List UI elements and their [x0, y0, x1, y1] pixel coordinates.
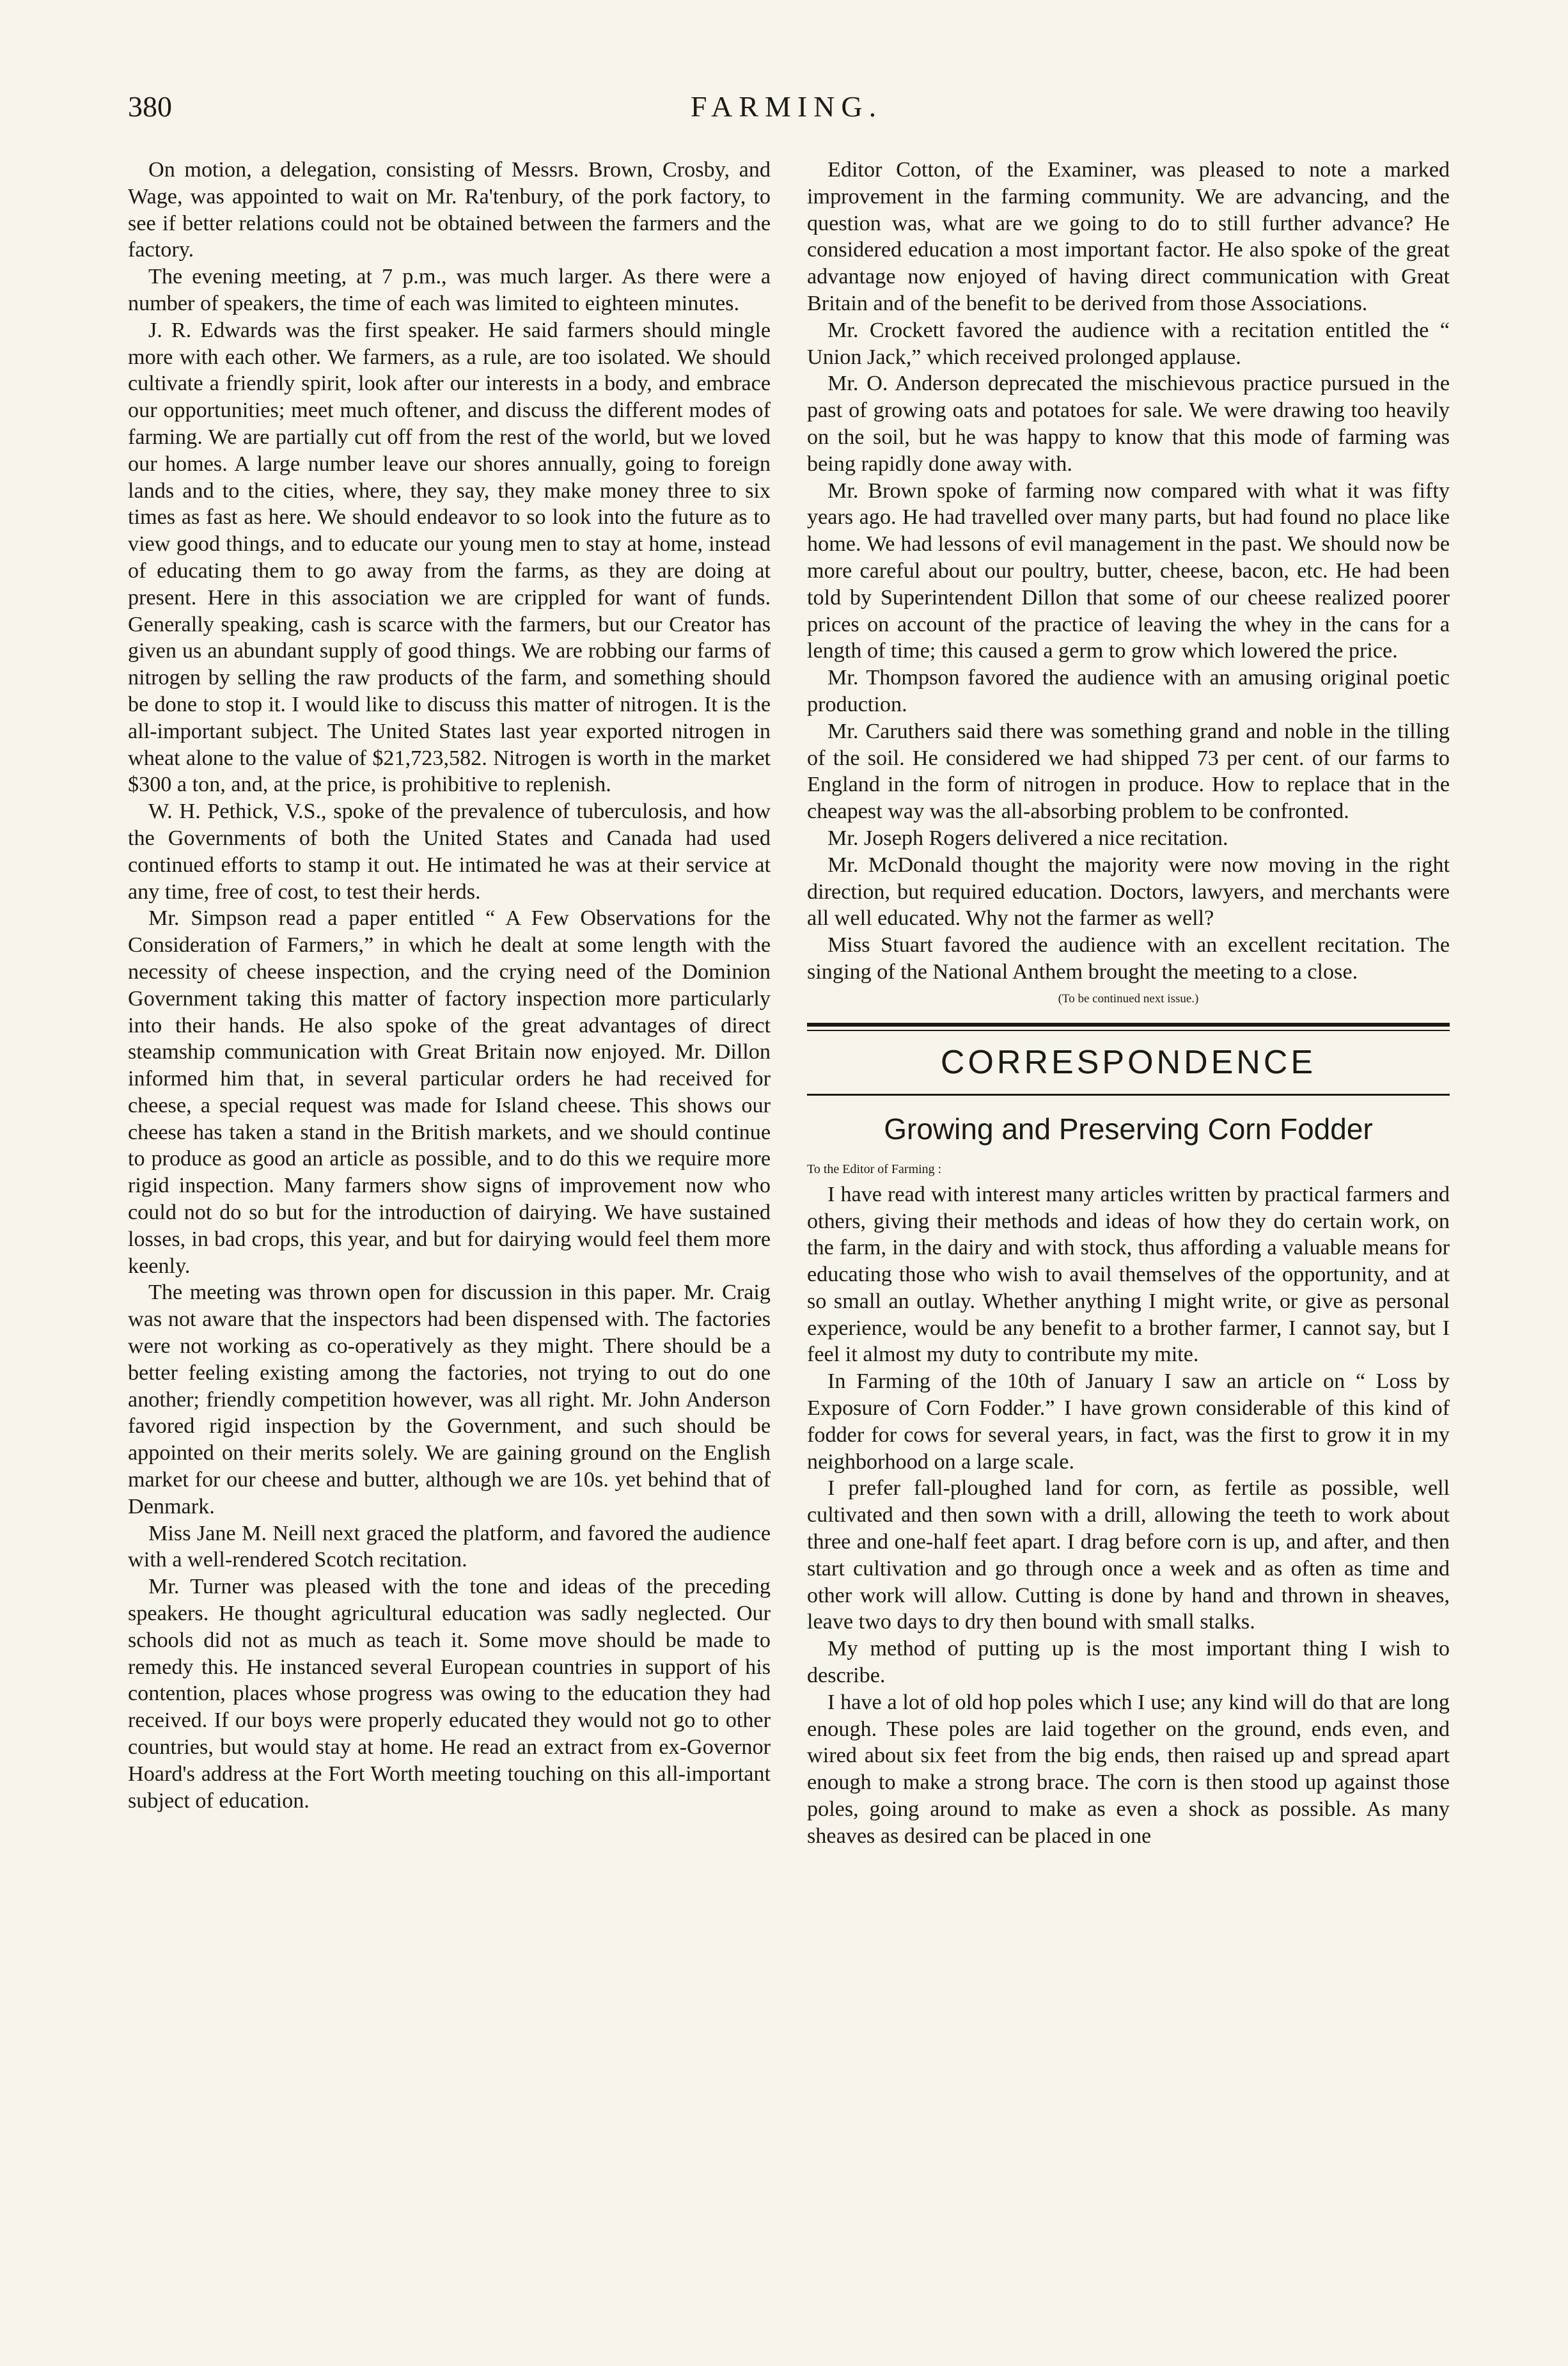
paragraph: J. R. Edwards was the first speaker. He said farmers should mingle more with each other. We farmers, as a rule, are too isolated. We should cultivate a friendly spirit, look after our interests in a body, and embrace our opportunities; meet much oftener, and discuss the different modes of farming. We are partially cut off from the rest of the world, but we loved our homes. A large number leave our shores annually, going to foreign lands and to the cities, where, they say, they make money three to six times as fast as here. We should endeavor to so look into the future as to view good things, and to educate our young men to stay at home, instead of educating them to go away from the farms, as they are doing at present. Here in this association we are crippled for want of funds. Generally speaking, cash is scarce with the farmers, but our Creator has given us an abundant supply of good things. We are robbing our farms of nitrogen by selling the raw products of the farm, and something should be done to stop it. I would like to discuss this matter of nitrogen. It is the all-important subject. The United States last year exported nitrogen in wheat alone to the value of $21,723,582. Nitrogen is worth in the market $300 a ton, and, at the price, is prohibitive to replenish.: [128, 318, 771, 797]
paragraph: Mr. Joseph Rogers delivered a nice recitation.: [827, 826, 1228, 850]
page-number: 380: [128, 90, 172, 123]
salutation: To the Editor of Farming :: [807, 1162, 942, 1176]
right-column: [807, 157, 1450, 1850]
paragraph: Mr. Simpson read a paper entitled “ A Few Observations for the Consideration of Farmers,” in which he dealt at some length with the necessity of cheese inspection, and the crying need of the Dominion Government taking this matter of factory inspection more particularly into their hands. He also spoke of the great advantages of direct steamship communication with Great Britain now enjoyed. Mr. Dillon informed him that, in several particular orders he had received for cheese, a special request was made for Island cheese. This shows our cheese has taken a stand in the British markets, and we should continue to produce as good an article as possible, and to do this we require more rigid inspection. Many farmers show signs of improvement now who could not do so but for the introduction of dairying. We have sustained losses, in bad crops, this year, and but for dairying would feel them more keenly.: [128, 906, 771, 1278]
paragraph: Mr. McDonald thought the majority were now moving in the right direction, but required education. Doctors, lawyers, and merchants were all well educated. Why not the farmer as well?: [807, 853, 1450, 931]
article-title: Growing and Preserving Corn Fodder: [884, 1112, 1373, 1146]
paragraph: Mr. Turner was pleased with the tone and ideas of the preceding speakers. He thought agricultural education was sadly neglected. Our schools did not as much as teach it. Some move should be made to remedy this. He instanced several European countries in support of his contention, places whose progress was owing to the education they had received. If our boys were properly educated they would not go to other countries, but would stay at home. He read an extract from ex-Governor Hoard's address at the Fort Worth meeting touching on this all-important subject of education.: [128, 1575, 771, 1813]
paragraph: W. H. Pethick, V.S., spoke of the prevalence of tuberculosis, and how the Governments of both the United States and Canada had used continued efforts to stamp it out. He intimated he was at their service at any time, free of cost, to test their herds.: [128, 800, 771, 904]
paragraph: I have a lot of old hop poles which I use; any kind will do that are long enough. These poles are laid together on the ground, ends even, and wired about six feet from the big ends, then raised up and spread apart enough to make a strong brace. The corn is then stood up against those poles, going around to make as even a shock as possible. As many sheaves as desired can be placed in one: [807, 1690, 1450, 1848]
paragraph: Mr. Caruthers said there was something grand and noble in the tilling of the soil. He considered we had shipped 73 per cent. of our farms to England in the form of nitrogen in produce. How to replace that in the cheapest way was the all-absorbing problem to be confronted.: [807, 719, 1450, 824]
paragraph: Mr. Thompson favored the audience with an amusing original poetic production.: [807, 666, 1450, 716]
paragraph: Mr. O. Anderson deprecated the mischievous practice pursued in the past of growing oats and potatoes for sale. We were drawing too heavily on the soil, but he was happy to know that this mode of farming was being rapidly done away with.: [807, 372, 1450, 476]
paragraph: In Farming of the 10th of January I saw an article on “ Loss by Exposure of Corn Fodder.” I have grown considerable of this kind of fodder for cows for several years, in fact, was the first to grow it in my neighborhood on a large scale.: [807, 1369, 1450, 1474]
paragraph: Miss Jane M. Neill next graced the platform, and favored the audience with a well-rendered Scotch recitation.: [128, 1521, 771, 1572]
paragraph: I have read with interest many articles written by practical farmers and others, giving their methods and ideas of how they do certain work, on the farm, in the dairy and with stock, thus affording a valuable means for educating those who wish to avail themselves of the opportunity, and at so small an outlay. Whether anything I might write, or give as personal experience, would be any benefit to a brother farmer, I cannot say, but I feel it almost my duty to contribute my mite.: [807, 1182, 1450, 1367]
paragraph: I prefer fall-ploughed land for corn, as fertile as possible, well cultivated and then sown with a drill, allowing the teeth to work about three and one-half feet apart. I drag before corn is up, and after, and then start cultivation and go through once a week and as often as time and other work will allow. Cutting is done by hand and thrown in sheaves, leave two days to dry then bound with small stalks.: [807, 1476, 1450, 1634]
paragraph: On motion, a delegation, consisting of Messrs. Brown, Crosby, and Wage, was appointed to wait on Mr. Ra'tenbury, of the pork factory, to see if better relations could not be obtained between the farmers and the factory.: [128, 158, 771, 262]
section-heading-rule: [807, 1094, 1450, 1096]
running-title: FARMING.: [690, 90, 883, 123]
paragraph: Miss Stuart favored the audience with an excellent recitation. The singing of the National Anthem brought the meeting to a close.: [807, 933, 1450, 984]
paragraph: Editor Cotton, of the Examiner, was pleased to note a marked improvement in the farming community. We are advancing, and the question was, what are we going to do to still further advance? He considered education a most important factor. He also spoke of the great advantage now enjoyed of having direct communication with Great Britain and of the benefit to be derived from those Associations.: [807, 158, 1450, 315]
page-header: [128, 90, 1445, 141]
paragraph: Mr. Crockett favored the audience with a recitation entitled the “ Union Jack,” which received prolonged applause.: [807, 318, 1450, 369]
left-column: [128, 157, 771, 1814]
paragraph: The evening meeting, at 7 p.m., was much larger. As there were a number of speakers, the time of each was limited to eighteen minutes.: [128, 265, 771, 315]
paragraph: My method of putting up is the most important thing I wish to describe.: [807, 1637, 1450, 1688]
section-heading: CORRESPONDENCE: [940, 1043, 1317, 1081]
paragraph: The meeting was thrown open for discussion in this paper. Mr. Craig was not aware that the inspectors had been dispensed with. The factories were not working as co-operatively as they might. There should be a better feeling existing among the factories, not trying to out do one another; friendly competition however, was all right. Mr. John Anderson favored rigid inspection by the Government, and such should be appointed on their merits solely. We are gaining ground on the English market for our cheese and butter, although we are 10s. yet behind that of Denmark.: [128, 1281, 771, 1518]
section-divider-thick: [807, 1023, 1450, 1027]
continued-note: (To be continued next issue.): [1058, 991, 1199, 1006]
paragraph: Mr. Brown spoke of farming now compared with what it was fifty years ago. He had travelled over many parts, but had found no place like home. We had lessons of evil management in the past. We should now be more careful about our poultry, butter, cheese, bacon, etc. He had been told by Superintendent Dillon that some of our cheese realized poorer prices on account of the practice of leaving the whey in the cans for a length of time; this caused a germ to grow which lowered the price.: [807, 478, 1450, 663]
section-divider-thin: [807, 1030, 1450, 1031]
